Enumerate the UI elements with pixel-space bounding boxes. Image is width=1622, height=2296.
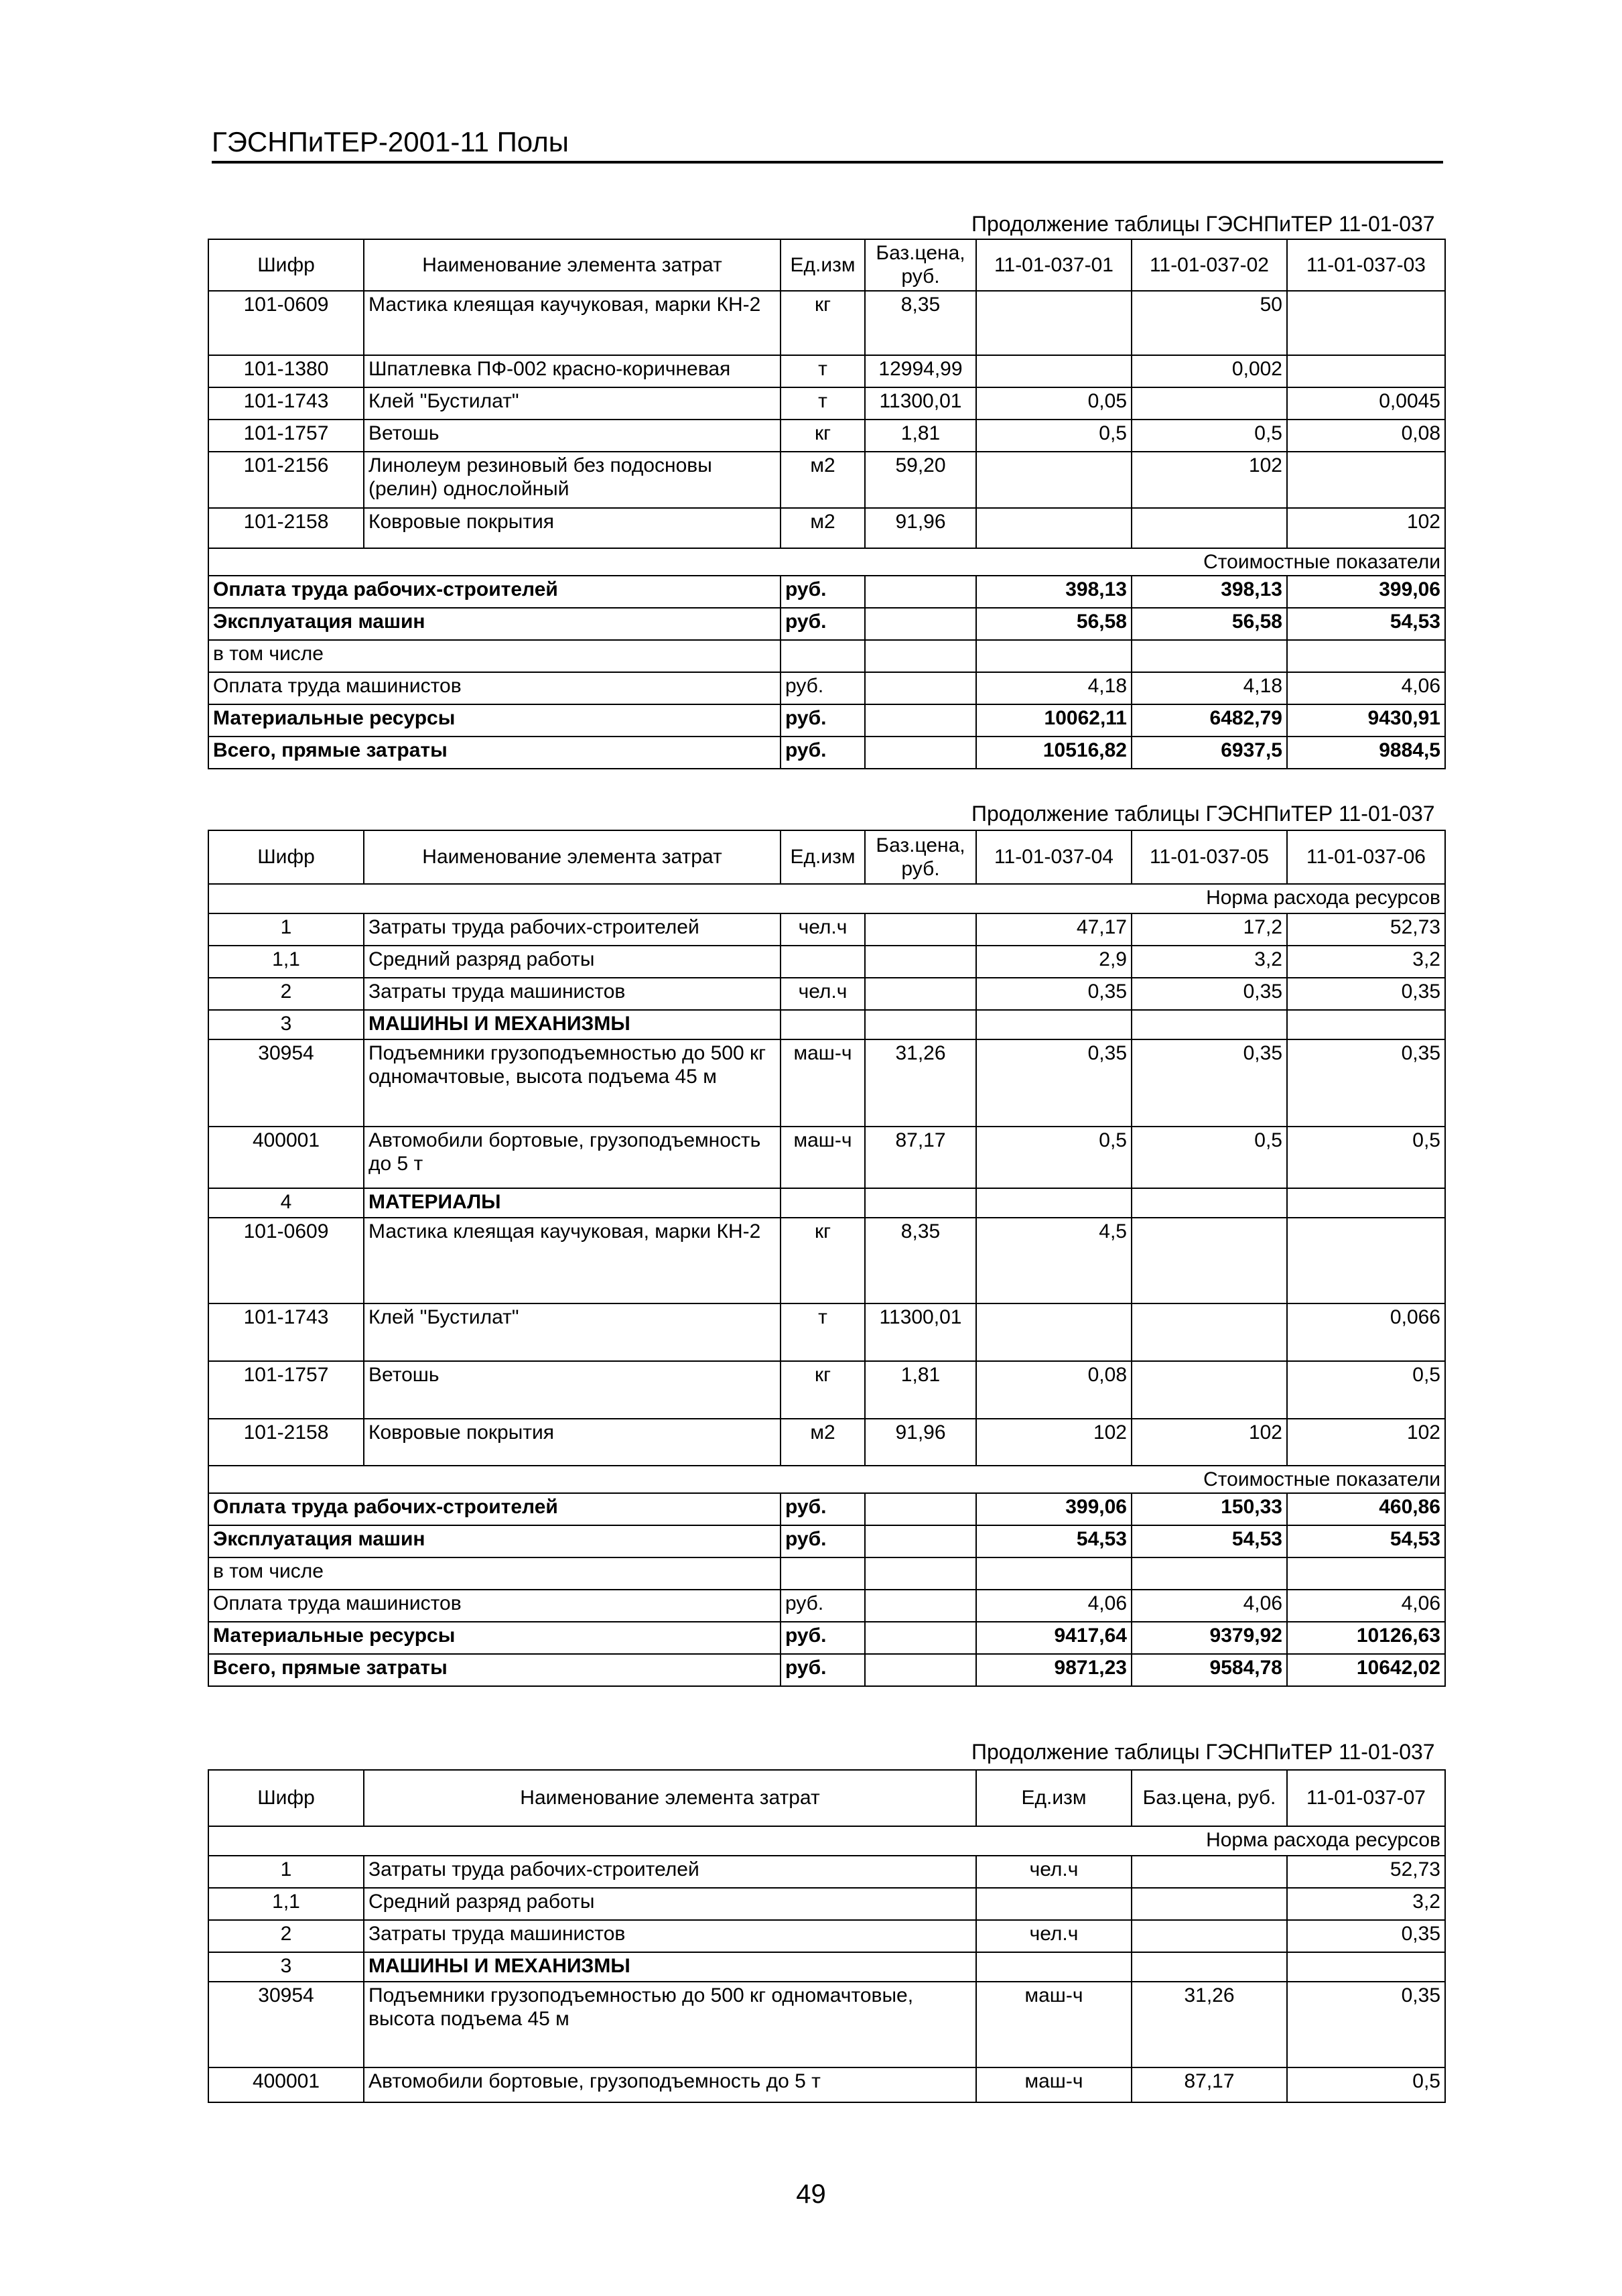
cell-name: Затраты труда машинистов — [364, 1920, 976, 1952]
section-label: Норма расхода ресурсов — [208, 884, 1445, 913]
cost-value — [1287, 640, 1445, 672]
table-row — [208, 1218, 1445, 1303]
cell-code: 2 — [208, 978, 364, 1010]
cell-code: 2 — [208, 1920, 364, 1952]
cost-value: 399,06 — [1287, 576, 1445, 608]
cell-value — [1132, 1188, 1287, 1218]
section-heading: МАТЕРИАЛЫ — [364, 1188, 781, 1218]
cost-value: 6482,79 — [1132, 704, 1287, 737]
cell-name: Средний разряд работы — [364, 946, 781, 978]
cell-value — [976, 1188, 1132, 1218]
table-row — [208, 1888, 1445, 1920]
cell-value — [1132, 1361, 1287, 1419]
cell-code: 1,1 — [208, 1888, 364, 1920]
cell-price: 91,96 — [865, 508, 976, 548]
section-row — [208, 884, 1445, 913]
table-row — [208, 978, 1445, 1010]
table-header-row — [208, 1770, 1445, 1826]
cost-value: 10062,11 — [976, 704, 1132, 737]
section-row — [208, 1826, 1445, 1856]
cell-value: 0,35 — [976, 1039, 1132, 1127]
cell-value: 50 — [1132, 291, 1287, 355]
cost-price — [865, 1525, 976, 1557]
cost-value: 9884,5 — [1287, 737, 1445, 769]
cell-code: 400001 — [208, 2067, 364, 2102]
cost-value: 54,53 — [1287, 1525, 1445, 1557]
cell-code: 3 — [208, 1010, 364, 1039]
cell-value — [976, 1303, 1132, 1361]
cost-value: 6937,5 — [1132, 737, 1287, 769]
col-header-name: Наименование элемента затрат — [364, 830, 781, 884]
cell-value: 0,5 — [976, 1127, 1132, 1188]
cell-name: Шпатлевка ПФ-002 красно-коричневая — [364, 355, 781, 387]
cell-name: Затраты труда машинистов — [364, 978, 781, 1010]
cell-name: Ветошь — [364, 1361, 781, 1419]
cell-code: 4 — [208, 1188, 364, 1218]
cell-name: Подъемники грузоподъемностью до 500 кг одномачтовые, высота подъема 45 м — [364, 1982, 976, 2067]
cost-label: Оплата труда рабочих-строителей — [208, 1493, 781, 1525]
cost-value: 4,18 — [976, 672, 1132, 704]
cell-value: 47,17 — [976, 913, 1132, 946]
cell-unit: маш-ч — [976, 2067, 1132, 2102]
cost-value: 9584,78 — [1132, 1654, 1287, 1686]
cell-code: 1 — [208, 1856, 364, 1888]
cost-price — [865, 704, 976, 737]
cost-value — [1132, 1557, 1287, 1590]
cell-unit: чел.ч — [781, 978, 865, 1010]
cell-value — [1132, 1010, 1287, 1039]
cost-label: Материальные ресурсы — [208, 1622, 781, 1654]
cost-value: 54,53 — [1132, 1525, 1287, 1557]
cell-value: 0,35 — [1287, 1920, 1445, 1952]
cost-row — [208, 1493, 1445, 1525]
cell-unit: маш-ч — [781, 1127, 865, 1188]
table-caption: Продолжение таблицы ГЭСНПиТЕР 11-01-037 — [971, 212, 1435, 236]
cost-row — [208, 640, 1445, 672]
table-row — [208, 1982, 1445, 2067]
table-row — [208, 452, 1445, 508]
cost-row — [208, 1654, 1445, 1686]
cost-value: 54,53 — [976, 1525, 1132, 1557]
section-heading: МАШИНЫ И МЕХАНИЗМЫ — [364, 1010, 781, 1039]
resource-table-3 — [208, 1769, 1446, 2103]
cell-name: Клей "Бустилат" — [364, 1303, 781, 1361]
cell-code: 30954 — [208, 1039, 364, 1127]
cell-price: 1,81 — [865, 420, 976, 452]
cost-value: 56,58 — [1132, 608, 1287, 640]
cell-value: 102 — [976, 1419, 1132, 1466]
cell-name: Средний разряд работы — [364, 1888, 976, 1920]
cell-price — [1132, 1920, 1287, 1952]
cost-label: в том числе — [208, 1557, 781, 1590]
table-row — [208, 508, 1445, 548]
cell-name: Клей "Бустилат" — [364, 387, 781, 420]
cell-code: 101-1757 — [208, 420, 364, 452]
table-row — [208, 1010, 1445, 1039]
cell-unit: м2 — [781, 452, 865, 508]
col-header-norm: 11-01-037-05 — [1132, 830, 1287, 884]
col-header-norm: 11-01-037-04 — [976, 830, 1132, 884]
cost-row — [208, 1622, 1445, 1654]
cell-code: 101-1743 — [208, 387, 364, 420]
cell-value: 52,73 — [1287, 913, 1445, 946]
cost-row — [208, 1525, 1445, 1557]
cell-unit: чел.ч — [781, 913, 865, 946]
cost-unit: руб. — [781, 1622, 865, 1654]
cost-unit: руб. — [781, 608, 865, 640]
cell-value: 3,2 — [1132, 946, 1287, 978]
cell-price — [865, 1010, 976, 1039]
cell-value: 102 — [1132, 452, 1287, 508]
cell-value: 0,5 — [1132, 420, 1287, 452]
cost-unit: руб. — [781, 737, 865, 769]
table-row — [208, 1952, 1445, 1982]
cell-unit: т — [781, 355, 865, 387]
cost-label: Всего, прямые затраты — [208, 1654, 781, 1686]
cell-value — [1132, 1303, 1287, 1361]
table-header-row — [208, 830, 1445, 884]
col-header-code: Шифр — [208, 239, 364, 291]
cell-code: 3 — [208, 1952, 364, 1982]
cost-value: 4,06 — [976, 1590, 1132, 1622]
cost-price — [865, 608, 976, 640]
cell-value — [1287, 452, 1445, 508]
resource-table-1 — [208, 239, 1446, 769]
cost-label: Материальные ресурсы — [208, 704, 781, 737]
cost-value: 54,53 — [1287, 608, 1445, 640]
cell-unit: чел.ч — [976, 1920, 1132, 1952]
cell-unit: чел.ч — [976, 1856, 1132, 1888]
cell-value: 0,5 — [976, 420, 1132, 452]
cell-unit: т — [781, 387, 865, 420]
cell-code: 101-0609 — [208, 291, 364, 355]
cost-unit — [781, 640, 865, 672]
table-caption: Продолжение таблицы ГЭСНПиТЕР 11-01-037 — [971, 802, 1435, 826]
section-row — [208, 548, 1445, 576]
cell-value: 3,2 — [1287, 946, 1445, 978]
cell-code: 1 — [208, 913, 364, 946]
cell-price — [865, 913, 976, 946]
cost-value: 4,06 — [1287, 672, 1445, 704]
cost-value: 4,18 — [1132, 672, 1287, 704]
cell-code: 101-2158 — [208, 1419, 364, 1466]
table-header-row — [208, 239, 1445, 291]
table-row — [208, 355, 1445, 387]
cost-row — [208, 1557, 1445, 1590]
cell-value — [976, 452, 1132, 508]
cost-unit: руб. — [781, 1590, 865, 1622]
cell-value — [976, 355, 1132, 387]
cell-name: Подъемники грузоподъемностью до 500 кг одномачтовые, высота подъема 45 м — [364, 1039, 781, 1127]
cell-price: 31,26 — [1132, 1982, 1287, 2067]
cell-price: 1,81 — [865, 1361, 976, 1419]
col-header-price: Баз.цена, руб. — [865, 239, 976, 291]
cost-value: 150,33 — [1132, 1493, 1287, 1525]
cell-unit: м2 — [781, 1419, 865, 1466]
cell-unit: кг — [781, 1218, 865, 1303]
cell-value: 52,73 — [1287, 1856, 1445, 1888]
cost-price — [865, 1622, 976, 1654]
table-row — [208, 1188, 1445, 1218]
cost-value: 399,06 — [976, 1493, 1132, 1525]
cell-price: 31,26 — [865, 1039, 976, 1127]
table-row — [208, 1361, 1445, 1419]
cell-unit — [976, 1888, 1132, 1920]
cell-value — [1287, 355, 1445, 387]
cell-price: 8,35 — [865, 1218, 976, 1303]
cost-price — [865, 1590, 976, 1622]
cost-unit — [781, 1557, 865, 1590]
cost-row — [208, 576, 1445, 608]
cell-unit: кг — [781, 291, 865, 355]
col-header-name: Наименование элемента затрат — [364, 239, 781, 291]
cost-value: 56,58 — [976, 608, 1132, 640]
section-label: Норма расхода ресурсов — [208, 1826, 1445, 1856]
cost-label: Оплата труда машинистов — [208, 672, 781, 704]
col-header-name: Наименование элемента затрат — [364, 1770, 976, 1826]
resource-table-2 — [208, 830, 1446, 1687]
cost-label: Эксплуатация машин — [208, 608, 781, 640]
cell-code: 101-1743 — [208, 1303, 364, 1361]
cell-value — [1287, 291, 1445, 355]
cost-row — [208, 704, 1445, 737]
table-row — [208, 1419, 1445, 1466]
cost-price — [865, 576, 976, 608]
col-header-norm: 11-01-037-06 — [1287, 830, 1445, 884]
page-number: 49 — [796, 2179, 826, 2209]
cost-value — [1132, 640, 1287, 672]
cell-name: Мастика клеящая каучуковая, марки КН-2 — [364, 291, 781, 355]
cell-name: Затраты труда рабочих-строителей — [364, 913, 781, 946]
cell-value: 102 — [1287, 508, 1445, 548]
cost-unit: руб. — [781, 1493, 865, 1525]
table-caption: Продолжение таблицы ГЭСНПиТЕР 11-01-037 — [971, 1740, 1435, 1764]
cost-price — [865, 1654, 976, 1686]
cost-value: 10516,82 — [976, 737, 1132, 769]
cell-value — [1132, 508, 1287, 548]
cost-label: Всего, прямые затраты — [208, 737, 781, 769]
table-row — [208, 387, 1445, 420]
cell-name: Автомобили бортовые, грузоподъемность до 5 т — [364, 1127, 781, 1188]
table-row — [208, 1856, 1445, 1888]
cell-value: 0,5 — [1287, 1361, 1445, 1419]
cell-value — [976, 1010, 1132, 1039]
cost-value: 398,13 — [1132, 576, 1287, 608]
section-row — [208, 1466, 1445, 1493]
cost-label: Эксплуатация машин — [208, 1525, 781, 1557]
cell-price: 11300,01 — [865, 1303, 976, 1361]
cell-value: 102 — [1132, 1419, 1287, 1466]
cell-price: 91,96 — [865, 1419, 976, 1466]
cell-value: 0,35 — [1287, 1039, 1445, 1127]
cost-price — [865, 672, 976, 704]
cell-value: 0,05 — [976, 387, 1132, 420]
cell-value: 0,35 — [1287, 1982, 1445, 2067]
cost-value: 10642,02 — [1287, 1654, 1445, 1686]
table-row — [208, 1303, 1445, 1361]
cell-price — [865, 1188, 976, 1218]
table-row — [208, 946, 1445, 978]
cost-value — [976, 1557, 1132, 1590]
table-row — [208, 291, 1445, 355]
cell-name: Автомобили бортовые, грузоподъемность до 5 т — [364, 2067, 976, 2102]
col-header-norm: 11-01-037-07 — [1287, 1770, 1445, 1826]
cost-value: 9417,64 — [976, 1622, 1132, 1654]
cost-price — [865, 1493, 976, 1525]
cell-price: 59,20 — [865, 452, 976, 508]
cell-value: 0,35 — [1132, 1039, 1287, 1127]
page-header: ГЭСНПиТЕР-2001-11 Полы — [212, 126, 1443, 164]
cell-value — [1132, 387, 1287, 420]
cell-code: 101-0609 — [208, 1218, 364, 1303]
cell-name: Линолеум резиновый без подосновы (релин) однослойный — [364, 452, 781, 508]
cost-row — [208, 1590, 1445, 1622]
cell-price — [865, 978, 976, 1010]
cost-price — [865, 737, 976, 769]
cell-value: 0,5 — [1287, 1127, 1445, 1188]
cost-value: 460,86 — [1287, 1493, 1445, 1525]
col-header-code: Шифр — [208, 830, 364, 884]
cell-price — [1132, 1952, 1287, 1982]
table-row — [208, 913, 1445, 946]
cell-code: 400001 — [208, 1127, 364, 1188]
cell-value — [1132, 1218, 1287, 1303]
cell-unit: кг — [781, 1361, 865, 1419]
cell-unit: м2 — [781, 508, 865, 548]
cell-code: 101-2156 — [208, 452, 364, 508]
cell-value: 102 — [1287, 1419, 1445, 1466]
cell-value: 0,002 — [1132, 355, 1287, 387]
cell-price: 12994,99 — [865, 355, 976, 387]
cell-value: 2,9 — [976, 946, 1132, 978]
col-header-code: Шифр — [208, 1770, 364, 1826]
cell-price — [1132, 1888, 1287, 1920]
cell-value: 3,2 — [1287, 1888, 1445, 1920]
cost-value: 10126,63 — [1287, 1622, 1445, 1654]
cost-value: 9430,91 — [1287, 704, 1445, 737]
cell-value: 0,35 — [1287, 978, 1445, 1010]
cell-code: 101-2158 — [208, 508, 364, 548]
cell-value: 0,08 — [1287, 420, 1445, 452]
cell-unit — [781, 1010, 865, 1039]
table-row — [208, 1039, 1445, 1127]
cost-price — [865, 1557, 976, 1590]
cell-value: 0,5 — [1287, 2067, 1445, 2102]
table-row — [208, 1127, 1445, 1188]
cell-code: 1,1 — [208, 946, 364, 978]
cost-row — [208, 737, 1445, 769]
col-header-norm: 11-01-037-02 — [1132, 239, 1287, 291]
cell-name: Ветошь — [364, 420, 781, 452]
cell-unit: маш-ч — [976, 1982, 1132, 2067]
cell-value — [976, 508, 1132, 548]
cell-price: 11300,01 — [865, 387, 976, 420]
cell-value: 0,0045 — [1287, 387, 1445, 420]
cell-unit — [781, 1188, 865, 1218]
cost-label: Оплата труда рабочих-строителей — [208, 576, 781, 608]
col-header-norm: 11-01-037-01 — [976, 239, 1132, 291]
cell-code: 101-1380 — [208, 355, 364, 387]
cell-unit: т — [781, 1303, 865, 1361]
cost-value: 9379,92 — [1132, 1622, 1287, 1654]
cell-unit — [781, 946, 865, 978]
table-row — [208, 1920, 1445, 1952]
cell-value — [976, 291, 1132, 355]
table-row — [208, 420, 1445, 452]
cell-name: Мастика клеящая каучуковая, марки КН-2 — [364, 1218, 781, 1303]
section-label: Стоимостные показатели — [208, 1466, 1445, 1493]
cell-unit: кг — [781, 420, 865, 452]
cell-value: 0,066 — [1287, 1303, 1445, 1361]
cell-code: 30954 — [208, 1982, 364, 2067]
cell-value — [1287, 1952, 1445, 1982]
cell-value: 17,2 — [1132, 913, 1287, 946]
cost-unit: руб. — [781, 576, 865, 608]
col-header-norm: 11-01-037-03 — [1287, 239, 1445, 291]
section-heading: МАШИНЫ И МЕХАНИЗМЫ — [364, 1952, 976, 1982]
col-header-unit: Ед.изм — [781, 239, 865, 291]
cell-code: 101-1757 — [208, 1361, 364, 1419]
cost-unit: руб. — [781, 704, 865, 737]
table-row — [208, 2067, 1445, 2102]
cost-value — [976, 640, 1132, 672]
cost-value: 9871,23 — [976, 1654, 1132, 1686]
cost-row — [208, 672, 1445, 704]
col-header-price: Баз.цена, руб. — [865, 830, 976, 884]
cell-value: 0,5 — [1132, 1127, 1287, 1188]
cell-value: 0,35 — [976, 978, 1132, 1010]
section-label: Стоимостные показатели — [208, 548, 1445, 576]
cost-value: 4,06 — [1287, 1590, 1445, 1622]
cell-value — [1287, 1010, 1445, 1039]
cell-price: 87,17 — [865, 1127, 976, 1188]
cost-price — [865, 640, 976, 672]
cell-unit — [976, 1952, 1132, 1982]
cell-price: 8,35 — [865, 291, 976, 355]
cell-name: Ковровые покрытия — [364, 1419, 781, 1466]
col-header-unit: Ед.изм — [976, 1770, 1132, 1826]
col-header-unit: Ед.изм — [781, 830, 865, 884]
cell-value — [1287, 1188, 1445, 1218]
cell-value: 0,08 — [976, 1361, 1132, 1419]
cell-unit: маш-ч — [781, 1039, 865, 1127]
cost-value — [1287, 1557, 1445, 1590]
cell-value: 4,5 — [976, 1218, 1132, 1303]
col-header-price: Баз.цена, руб. — [1132, 1770, 1287, 1826]
cost-unit: руб. — [781, 1525, 865, 1557]
cost-row — [208, 608, 1445, 640]
cell-price: 87,17 — [1132, 2067, 1287, 2102]
cell-name: Затраты труда рабочих-строителей — [364, 1856, 976, 1888]
cost-value: 398,13 — [976, 576, 1132, 608]
cell-price — [865, 946, 976, 978]
cost-label: Оплата труда машинистов — [208, 1590, 781, 1622]
cell-name: Ковровые покрытия — [364, 508, 781, 548]
cost-value: 4,06 — [1132, 1590, 1287, 1622]
cell-value: 0,35 — [1132, 978, 1287, 1010]
cost-unit: руб. — [781, 1654, 865, 1686]
cost-unit: руб. — [781, 672, 865, 704]
cell-value — [1287, 1218, 1445, 1303]
cell-price — [1132, 1856, 1287, 1888]
cost-label: в том числе — [208, 640, 781, 672]
